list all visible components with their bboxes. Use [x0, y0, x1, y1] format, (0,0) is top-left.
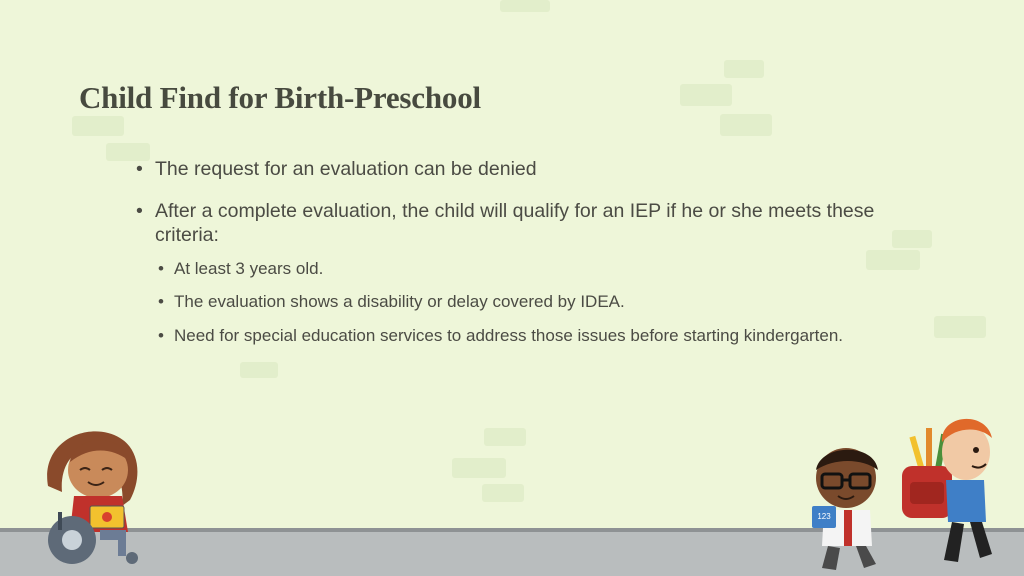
slide-title: Child Find for Birth-Preschool	[79, 80, 481, 115]
sub-bullet-item	[158, 325, 848, 346]
bullet-text: After a complete evaluation, the child will qualify for an IEP if he or she meets these criteria:	[155, 200, 875, 246]
book-icon	[812, 506, 836, 528]
bullet-item	[136, 157, 896, 181]
boy-backpack-illustration	[896, 412, 1006, 572]
girl-wheelchair-illustration	[30, 420, 180, 570]
bullet-marker: •	[158, 292, 164, 311]
bullet-marker: •	[158, 259, 164, 278]
sub-bullet-text: Need for special education services to address those issues before starting kindergarten.	[174, 326, 844, 345]
bullet-text: The request for an evaluation can be denied	[155, 158, 537, 180]
sub-bullet-text: At least 3 years old.	[174, 259, 324, 278]
bullet-marker: •	[158, 326, 164, 345]
sub-bullet-item	[158, 291, 848, 312]
bullet-marker: •	[136, 200, 143, 222]
bullet-marker: •	[136, 158, 143, 180]
bullet-item	[136, 199, 896, 247]
sub-bullet-item	[158, 258, 848, 279]
sub-bullet-text: The evaluation shows a disability or delay covered by IDEA.	[174, 292, 625, 311]
book-label: 123	[817, 512, 831, 521]
